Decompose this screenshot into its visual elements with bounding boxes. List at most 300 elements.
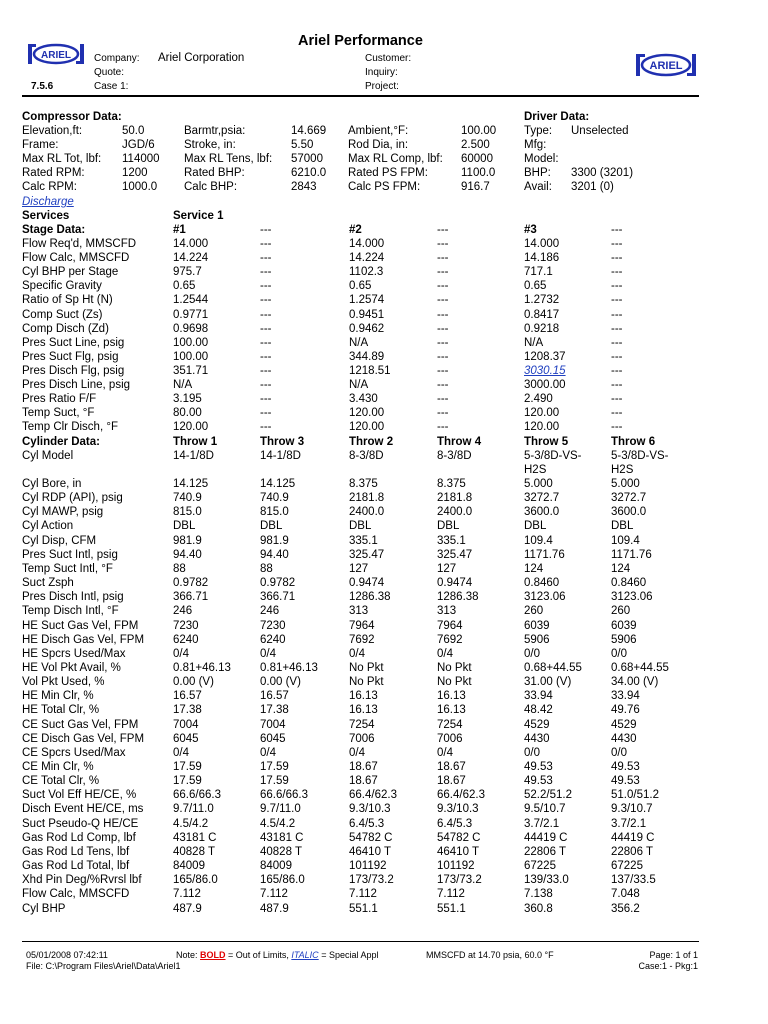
stage-value: 14.186 <box>524 252 560 265</box>
cylinder-value: 2400.0 <box>349 506 385 519</box>
cylinder-value: 16.13 <box>437 704 466 717</box>
cylinder-data-heading: Cylinder Data: <box>22 436 100 448</box>
logo-text-left: ARIEL <box>41 50 71 61</box>
company-value: Ariel Corporation <box>158 52 245 64</box>
cylinder-value: 66.6/66.3 <box>260 789 308 802</box>
cylinder-value: 0/0 <box>611 746 627 759</box>
stage-column-header: #1 <box>173 224 186 236</box>
cylinder-value: 18.67 <box>349 775 378 788</box>
compressor-field-value: 50.0 <box>122 125 145 137</box>
cylinder-value: DBL <box>173 520 196 533</box>
driver-field-label: Mfg: <box>524 139 547 151</box>
stage-value: --- <box>260 379 272 391</box>
ariel-logo-left <box>26 40 86 73</box>
stage-value: N/A <box>349 336 369 349</box>
compressor-field-label: Frame: <box>22 139 59 151</box>
cylinder-value: 3272.7 <box>611 492 647 505</box>
compressor-field-value: 114000 <box>122 153 160 165</box>
stage-value: 3.430 <box>349 393 378 406</box>
cylinder-value: 0.9474 <box>349 577 385 590</box>
cylinder-value: 9.3/10.3 <box>437 803 479 816</box>
cylinder-value: 18.67 <box>349 761 378 773</box>
cylinder-value: 0.68+44.55 <box>524 661 582 674</box>
cylinder-value: 313 <box>349 605 369 618</box>
throw-header: Throw 3 <box>260 436 305 448</box>
cylinder-value: 4.5/4.2 <box>260 817 296 830</box>
cylinder-value: 5906 <box>524 633 550 646</box>
cylinder-value: 6039 <box>611 619 637 632</box>
cylinder-value: 124 <box>611 562 631 575</box>
stage-value: --- <box>437 336 449 349</box>
cylinder-value: 487.9 <box>260 902 289 915</box>
cylinder-value: 0.68+44.55 <box>611 661 669 674</box>
cylinder-value: 3.7/2.1 <box>524 817 560 830</box>
stage-value: 14.000 <box>173 238 209 250</box>
stage-value: --- <box>611 421 623 434</box>
cylinder-value: 815.0 <box>173 506 202 519</box>
cylinder-value: No Pkt <box>437 661 472 674</box>
services-label: Services <box>22 210 70 222</box>
cylinder-value: 6045 <box>260 732 286 745</box>
cylinder-value: 6240 <box>260 633 286 646</box>
cylinder-value: 4.5/4.2 <box>173 817 209 830</box>
stage-column-header: --- <box>437 224 449 236</box>
cylinder-value: 6045 <box>173 732 199 745</box>
compressor-field-value: 916.7 <box>461 181 490 193</box>
compressor-field-value: JGD/6 <box>122 139 155 151</box>
cylinder-value: 4430 <box>524 732 550 745</box>
cylinder-value: 88 <box>173 562 186 575</box>
cylinder-value: 9.3/10.3 <box>349 803 391 816</box>
cylinder-value: 124 <box>524 562 544 575</box>
cylinder-value: 551.1 <box>437 902 466 915</box>
cylinder-value: 16.57 <box>260 690 289 703</box>
cylinder-value: 67225 <box>611 860 643 873</box>
stage-value: 80.00 <box>173 407 202 420</box>
cylinder-value: DBL <box>349 520 372 533</box>
cylinder-value: 335.1 <box>437 534 466 547</box>
logo-text-right: ARIEL <box>649 60 683 72</box>
cylinder-value: 49.76 <box>611 704 640 717</box>
cylinder-value: 14.125 <box>260 478 296 490</box>
throw-header: Throw 5 <box>524 436 569 448</box>
cylinder-value: 22806 T <box>524 845 566 858</box>
stage-value: --- <box>611 266 623 279</box>
stage-value: 0.9451 <box>349 308 385 321</box>
cylinder-value: 165/86.0 <box>173 874 218 887</box>
stage-value: --- <box>611 393 623 406</box>
stage-value: 975.7 <box>173 266 202 279</box>
compressor-field-value: 5.50 <box>291 139 314 151</box>
cylinder-value: 18.67 <box>437 775 466 788</box>
stage-value: --- <box>260 322 272 335</box>
stage-row-label: Temp Clr Disch, °F <box>22 421 118 434</box>
stage-row-label: Temp Suct, °F <box>22 407 95 420</box>
cylinder-value: 4529 <box>524 718 550 731</box>
cylinder-value: 165/86.0 <box>260 874 305 887</box>
footer-page: Page: 1 of 1 <box>649 950 698 960</box>
compressor-field-label: Max RL Comp, lbf: <box>348 153 443 165</box>
footer-note <box>176 950 379 961</box>
compressor-field-label: Calc BHP: <box>184 181 238 193</box>
cylinder-value: 88 <box>260 562 273 575</box>
cylinder-value: 84009 <box>173 860 205 873</box>
stage-row-label: Pres Suct Line, psig <box>22 336 125 349</box>
cylinder-value: 2181.8 <box>349 492 385 505</box>
cylinder-value: 7004 <box>173 718 199 731</box>
cylinder-value: 7.138 <box>524 888 553 901</box>
cylinder-row-label: HE Vol Pkt Avail, % <box>22 661 121 674</box>
cylinder-row-label: Cyl BHP <box>22 902 66 915</box>
cyl-model-value: 14-1/8D <box>173 450 214 462</box>
compressor-field-label: Rod Dia, in: <box>348 139 409 151</box>
cylinder-value: 6.4/5.3 <box>437 817 473 830</box>
driver-data-heading: Driver Data: <box>524 111 590 123</box>
cylinder-value: 46410 T <box>349 845 391 858</box>
cylinder-value: 66.4/62.3 <box>349 789 397 802</box>
stage-value: --- <box>437 421 449 434</box>
cylinder-value: 360.8 <box>524 902 553 915</box>
compressor-field-value: 1000.0 <box>122 181 158 193</box>
cylinder-value: 1286.38 <box>437 591 479 604</box>
stage-column-header: #2 <box>349 224 362 236</box>
compressor-field-label: Calc PS FPM: <box>348 181 421 193</box>
cylinder-row-label: Xhd Pin Deg/%Rvrsl lbf <box>22 874 142 887</box>
cylinder-row-label: HE Suct Gas Vel, FPM <box>22 619 139 632</box>
compressor-field-label: Elevation,ft: <box>22 125 83 137</box>
footer-datetime: 05/01/2008 07:42:11 <box>26 950 108 960</box>
cylinder-row-label: Flow Calc, MMSCFD <box>22 888 130 901</box>
stage-value: 1102.3 <box>349 266 384 279</box>
cylinder-value: 7.112 <box>260 888 288 901</box>
footer-file: File: C:\Program Files\Ariel\Data\Ariel1 <box>26 961 181 971</box>
cylinder-value: 740.9 <box>260 492 289 505</box>
cylinder-value: 17.38 <box>260 704 289 717</box>
ariel-logo-right <box>634 50 698 85</box>
compressor-field-label: Rated RPM: <box>22 167 85 179</box>
cylinder-row-label: HE Disch Gas Vel, FPM <box>22 633 145 646</box>
compressor-field-label: Rated PS FPM: <box>348 167 428 179</box>
cylinder-value: 109.4 <box>611 534 640 547</box>
cylinder-row-label: Gas Rod Ld Tens, lbf <box>22 845 130 858</box>
cylinder-value: No Pkt <box>349 676 384 689</box>
cylinder-value: 6240 <box>173 633 199 646</box>
cylinder-value: 46410 T <box>437 845 479 858</box>
cylinder-value: 2181.8 <box>437 492 473 505</box>
cylinder-row-label: Gas Rod Ld Total, lbf <box>22 860 130 873</box>
cylinder-value: 49.53 <box>524 761 553 773</box>
cylinder-value: 43181 C <box>173 831 217 844</box>
cylinder-value: 246 <box>173 605 193 618</box>
cylinder-value: 127 <box>437 562 457 575</box>
cylinder-value: No Pkt <box>349 661 384 674</box>
stage-row-label: Comp Suct (Zs) <box>22 308 103 321</box>
cylinder-value: 325.47 <box>349 548 385 561</box>
stage-value: --- <box>260 364 272 377</box>
stage-value: --- <box>611 238 623 250</box>
cylinder-value: 0/4 <box>260 647 276 660</box>
cylinder-value: 127 <box>349 562 369 575</box>
stage-value: 0.8417 <box>524 308 560 321</box>
discharge-link[interactable]: Discharge <box>22 196 74 208</box>
cylinder-row-label: Cyl Bore, in <box>22 478 82 490</box>
stage-value: 100.00 <box>173 336 209 349</box>
stage-row-label: Pres Suct Flg, psig <box>22 350 119 363</box>
cylinder-row-label: Disch Event HE/CE, ms <box>22 803 144 816</box>
cylinder-value: 0/4 <box>260 746 276 759</box>
driver-field-value: 3201 (0) <box>571 181 614 193</box>
cyl-model-value-line2: H2S <box>524 464 547 476</box>
cylinder-value: 54782 C <box>349 831 393 844</box>
throw-header: Throw 2 <box>349 436 394 448</box>
stage-value: --- <box>260 407 272 420</box>
cylinder-value: 48.42 <box>524 704 553 717</box>
cylinder-value: 139/33.0 <box>524 874 569 887</box>
cylinder-value: 9.3/10.7 <box>611 803 653 816</box>
stage-value: 1.2544 <box>173 294 209 307</box>
stage-row-label: Specific Gravity <box>22 280 102 293</box>
cylinder-row-label: CE Suct Gas Vel, FPM <box>22 718 139 731</box>
cylinder-row-label: Temp Suct Intl, °F <box>22 562 113 575</box>
cylinder-value: 0.9474 <box>437 577 473 590</box>
cylinder-value: 260 <box>611 605 631 618</box>
cylinder-value: 9.7/11.0 <box>260 803 301 816</box>
stage-value: --- <box>437 266 449 279</box>
cylinder-value: 0/0 <box>524 647 540 660</box>
cylinder-value: 109.4 <box>524 534 553 547</box>
cylinder-value: 815.0 <box>260 506 289 519</box>
cylinder-value: 3123.06 <box>524 591 566 604</box>
cylinder-value: 7006 <box>437 732 463 745</box>
cylinder-value: 5.000 <box>611 478 640 490</box>
cylinder-value: 1286.38 <box>349 591 391 604</box>
cyl-model-value: 8-3/8D <box>349 450 384 462</box>
stage-value: 0.9218 <box>524 322 560 335</box>
cylinder-value: 7964 <box>437 619 463 632</box>
stage-value: 120.00 <box>349 407 385 420</box>
footer-divider <box>22 941 699 942</box>
service-name: Service 1 <box>173 210 224 222</box>
compressor-field-value: 6210.0 <box>291 167 327 179</box>
cylinder-value: 3123.06 <box>611 591 653 604</box>
cylinder-value: 44419 C <box>611 831 655 844</box>
cylinder-value: 33.94 <box>611 690 640 703</box>
cylinder-value: 66.4/62.3 <box>437 789 485 802</box>
stage-value: 1.2574 <box>349 294 385 307</box>
page-title: Ariel Performance <box>298 33 423 49</box>
cylinder-value: 6039 <box>524 619 550 632</box>
cylinder-value: 17.38 <box>173 704 202 717</box>
stage-row-label: Flow Req'd, MMSCFD <box>22 238 137 250</box>
cylinder-value: 3600.0 <box>611 506 647 519</box>
cylinder-value: 0/4 <box>437 746 453 759</box>
stage-value: --- <box>611 322 623 335</box>
stage-value: --- <box>611 379 623 391</box>
stage-value: 0.65 <box>349 280 372 293</box>
stage-value: 3000.00 <box>524 379 566 391</box>
italic-legend: ITALIC <box>291 950 319 960</box>
cylinder-value: 94.40 <box>173 548 202 561</box>
cylinder-row-label: HE Min Clr, % <box>22 690 94 703</box>
compressor-field-value: 2843 <box>291 181 317 193</box>
stage-value: 120.00 <box>349 421 385 434</box>
cylinder-value: 22806 T <box>611 845 653 858</box>
stage-value: --- <box>260 252 272 265</box>
stage-row-label: Cyl BHP per Stage <box>22 266 119 279</box>
stage-value: 120.00 <box>524 421 560 434</box>
cylinder-row-label: HE Total Clr, % <box>22 704 100 717</box>
stage-value: --- <box>260 336 272 349</box>
cylinder-value: 33.94 <box>524 690 553 703</box>
cylinder-value: 16.13 <box>349 690 378 703</box>
cylinder-row-label: Cyl MAWP, psig <box>22 506 104 519</box>
stage-data-heading: Stage Data: <box>22 224 86 236</box>
cylinder-row-label: CE Disch Gas Vel, FPM <box>22 732 145 745</box>
cylinder-row-label: CE Spcrs Used/Max <box>22 746 126 759</box>
cylinder-value: DBL <box>524 520 547 533</box>
cylinder-value: 7964 <box>349 619 375 632</box>
footer-case-pkg: Case:1 - Pkg:1 <box>638 961 698 971</box>
cylinder-row-label: Suct Pseudo-Q HE/CE <box>22 817 139 830</box>
compressor-field-value: 14.669 <box>291 125 327 137</box>
compressor-field-label: Max RL Tot, lbf: <box>22 153 102 165</box>
stage-row-label: Comp Disch (Zd) <box>22 322 109 335</box>
compressor-field-label: Max RL Tens, lbf: <box>184 153 273 165</box>
cylinder-row-label: Cyl Action <box>22 520 74 533</box>
cylinder-value: 740.9 <box>173 492 202 505</box>
cylinder-row-label: HE Spcrs Used/Max <box>22 647 126 660</box>
cylinder-row-label: Pres Disch Intl, psig <box>22 591 124 604</box>
cylinder-value: 5906 <box>611 633 637 646</box>
stage-value: 0.65 <box>173 280 196 293</box>
compressor-field-value: 60000 <box>461 153 493 165</box>
stage-value: --- <box>611 252 623 265</box>
cylinder-value: 7.112 <box>437 888 465 901</box>
stage-value: --- <box>260 393 272 406</box>
stage-value: 0.9771 <box>173 308 209 321</box>
stage-value: --- <box>260 238 272 250</box>
cylinder-value: 0/4 <box>437 647 453 660</box>
cylinder-value: 1171.76 <box>611 548 652 561</box>
cylinder-row-label: Temp Disch Intl, °F <box>22 605 119 618</box>
stage-column-header: --- <box>611 224 623 236</box>
stage-value: --- <box>437 238 449 250</box>
cylinder-value: DBL <box>260 520 283 533</box>
bold-desc: = Out of Limits, <box>228 950 289 960</box>
cylinder-value: 0.81+46.13 <box>260 661 318 674</box>
stage-value: 1208.37 <box>524 350 566 363</box>
cylinder-value: 0.00 (V) <box>173 676 214 689</box>
cylinder-value: 49.53 <box>611 761 640 773</box>
driver-field-label: BHP: <box>524 167 551 179</box>
cylinder-value: No Pkt <box>437 676 472 689</box>
stage-value: N/A <box>349 379 369 391</box>
cylinder-value: 17.59 <box>173 761 202 773</box>
stage-value: --- <box>611 294 623 307</box>
cylinder-value: 551.1 <box>349 902 378 915</box>
cylinder-value: 44419 C <box>524 831 568 844</box>
cylinder-row-label: Cyl RDP (API), psig <box>22 492 123 505</box>
cylinder-value: 0.8460 <box>524 577 560 590</box>
stage-value: 3.195 <box>173 393 202 406</box>
stage-row-label: Ratio of Sp Ht (N) <box>22 294 113 307</box>
cylinder-value: 16.13 <box>349 704 378 717</box>
cylinder-value: 66.6/66.3 <box>173 789 221 802</box>
cylinder-value: 3272.7 <box>524 492 560 505</box>
cylinder-value: 6.4/5.3 <box>349 817 385 830</box>
cylinder-value: 0/4 <box>349 746 365 759</box>
compressor-data-heading: Compressor Data: <box>22 111 122 123</box>
compressor-field-value: 2.500 <box>461 139 490 151</box>
stage-value: --- <box>611 364 623 377</box>
cylinder-value: 0/0 <box>524 746 540 759</box>
cylinder-value: 0.00 (V) <box>260 676 301 689</box>
stage-value: N/A <box>524 336 544 349</box>
cyl-model-value: 5-3/8D-VS- <box>611 450 669 462</box>
compressor-field-value: 100.00 <box>461 125 497 137</box>
compressor-field-label: Rated BHP: <box>184 167 245 179</box>
cyl-model-label: Cyl Model <box>22 450 74 462</box>
stage-value: --- <box>611 308 623 321</box>
stage-value: --- <box>260 280 272 293</box>
cylinder-value: 981.9 <box>173 534 202 547</box>
cylinder-value: 9.5/10.7 <box>524 803 566 816</box>
cylinder-value: 7254 <box>437 718 463 731</box>
cylinder-value: 7004 <box>260 718 286 731</box>
cylinder-value: 54782 C <box>437 831 481 844</box>
stage-value: --- <box>260 308 272 321</box>
cylinder-value: 17.59 <box>260 775 289 788</box>
stage-value: --- <box>611 350 623 363</box>
compressor-field-label: Calc RPM: <box>22 181 77 193</box>
stage-value: 1.2732 <box>524 294 560 307</box>
cyl-model-value: 5-3/8D-VS- <box>524 450 582 462</box>
stage-value: 0.9462 <box>349 322 385 335</box>
cylinder-value: 16.57 <box>173 690 202 703</box>
cylinder-value: 981.9 <box>260 534 289 547</box>
cylinder-value: 7.112 <box>173 888 201 901</box>
cylinder-value: 49.53 <box>611 775 640 788</box>
bold-legend: BOLD <box>200 950 226 960</box>
stage-value: --- <box>437 252 449 265</box>
cylinder-value: 7692 <box>437 633 463 646</box>
cylinder-value: DBL <box>437 520 460 533</box>
stage-value: --- <box>260 266 272 279</box>
driver-field-value: 3300 (3201) <box>571 167 634 179</box>
stage-value: --- <box>437 280 449 293</box>
cylinder-value: 51.0/51.2 <box>611 789 659 802</box>
cylinder-value: 40828 T <box>260 845 302 858</box>
compressor-field-value: 57000 <box>291 153 323 165</box>
cylinder-value: 0.9782 <box>173 577 209 590</box>
cylinder-value: 52.2/51.2 <box>524 789 572 802</box>
cylinder-value: 0/4 <box>173 647 189 660</box>
version-label: 7.5.6 <box>31 81 54 92</box>
stage-value: 14.000 <box>524 238 560 250</box>
cylinder-row-label: Suct Vol Eff HE/CE, % <box>22 789 137 802</box>
cylinder-value: 16.13 <box>437 690 466 703</box>
cylinder-value: 487.9 <box>173 902 202 915</box>
stage-value: --- <box>260 294 272 307</box>
cylinder-value: 17.59 <box>173 775 202 788</box>
throw-header: Throw 4 <box>437 436 482 448</box>
stage-value: 0.65 <box>524 280 547 293</box>
stage-row-label: Flow Calc, MMSCFD <box>22 252 130 265</box>
cylinder-value: 7.112 <box>349 888 377 901</box>
cylinder-value: 325.47 <box>437 548 473 561</box>
stage-value: 120.00 <box>524 407 560 420</box>
stage-value: --- <box>260 421 272 434</box>
